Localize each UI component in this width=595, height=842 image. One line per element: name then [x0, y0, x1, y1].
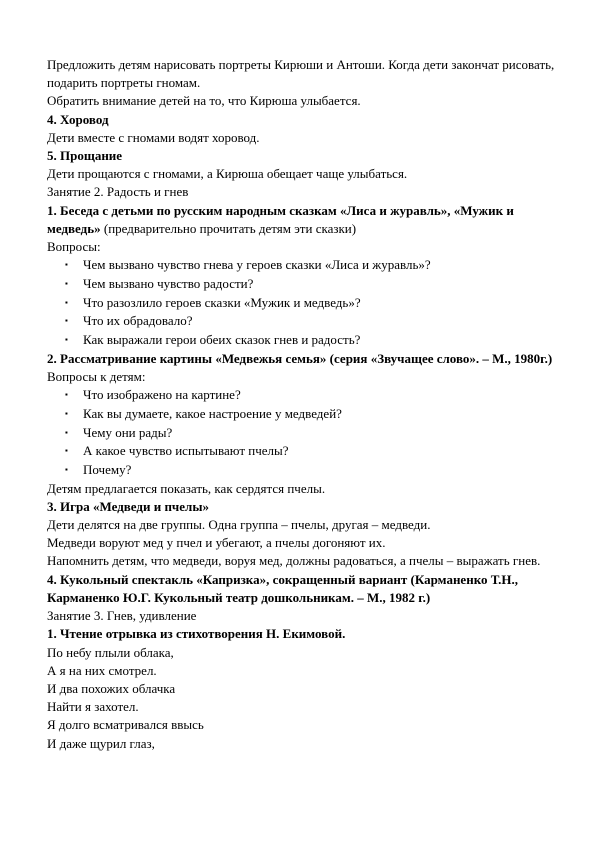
poem-line: И даже щурил глаз, — [47, 735, 155, 751]
list-item: ▪ Как вы думаете, какое настроение у медведей? — [65, 405, 555, 423]
list-item: ▪ Чем вызвано чувство гнева у героев сказки «Лиса и журавль»? — [65, 256, 555, 274]
paragraph-draw-portraits: Предложить детям нарисовать портреты Кирюши и Антоши. Когда дети закончат рисовать, подарить портреты гномам. — [47, 57, 555, 91]
list-item: ▪ Что разозлило героев сказки «Мужик и медведь»? — [65, 294, 555, 312]
heading-khorovod: 4. Хоровод — [47, 111, 109, 127]
list-item: ▪ Чем вызвано чувство радости? — [65, 275, 555, 293]
heading-bears-and-bees-game: 3. Игра «Медведи и пчелы» — [47, 498, 209, 514]
heading-picture-viewing: 2. Рассматривание картины «Медвежья семья» (серия «Звучащее слово». – М., 1980г.) — [47, 350, 553, 366]
heading-puppet-show: 4. Кукольный спектакль «Капризка», сокращенный вариант (Карманенко Т.Н., Карманенко Ю.Г. Кукольный театр дошкольникам. – М., 1982 г.) — [47, 571, 518, 605]
poem-line: Найти я захотел. — [47, 699, 139, 715]
questions-list-1 — [47, 256, 555, 349]
heading-conversation-note: (предварительно прочитать детям эти сказки) — [100, 220, 357, 236]
list-item: ▪ Что их обрадовало? — [65, 312, 555, 330]
heading-farewell: 5. Прощание — [47, 148, 123, 164]
bullet-icon: ▪ — [65, 408, 68, 418]
bullet-icon: ▪ — [65, 390, 68, 400]
questions-label: Вопросы: — [47, 239, 101, 255]
poem-line: Я долго всматривался ввысь — [47, 717, 204, 733]
heading-poem-reading: 1. Чтение отрывка из стихотворения Н. Екимовой. — [47, 626, 346, 642]
poem-line: И два похожих облачка — [47, 680, 176, 696]
list-item: ▪ Что изображено на картине? — [65, 386, 555, 404]
bullet-icon: ▪ — [65, 446, 68, 456]
paragraph-two-groups: Дети делятся на две группы. Одна группа – пчелы, другая – медведи. — [47, 517, 431, 533]
list-item: ▪ А какое чувство испытывают пчелы? — [65, 442, 555, 460]
bullet-icon: ▪ — [65, 278, 68, 288]
paragraph-kirusha-smiles: Обратить внимание детей на то, что Кирюша улыбается. — [47, 93, 361, 109]
bullet-icon: ▪ — [65, 464, 68, 474]
poem-line: По небу плыли облака, — [47, 644, 174, 660]
list-item: ▪ Чему они рады? — [65, 424, 555, 442]
heading-conversation-bold: 1. Беседа с детьми по русским народным сказкам «Лиса и журавль», «Мужик и медведь» — [47, 202, 514, 236]
questions-for-children-label: Вопросы к детям: — [47, 368, 146, 384]
bullet-icon: ▪ — [65, 297, 68, 307]
bullet-icon: ▪ — [65, 427, 68, 437]
lesson-3-title: Занятие 3. Гнев, удивление — [47, 608, 197, 624]
paragraph-khorovod: Дети вместе с гномами водят хоровод. — [47, 129, 260, 145]
poem-line: А я на них смотрел. — [47, 662, 157, 678]
bullet-icon: ▪ — [65, 260, 68, 270]
questions-list-2 — [47, 386, 555, 479]
bullet-icon: ▪ — [65, 335, 68, 345]
list-item: ▪ Как выражали герои обеих сказок гнев и радость? — [65, 331, 555, 349]
list-item: ▪ Почему? — [65, 461, 555, 479]
lesson-2-title: Занятие 2. Радость и гнев — [47, 184, 189, 200]
heading-conversation — [47, 202, 555, 238]
paragraph-farewell: Дети прощаются с гномами, а Кирюша обещает чаще улыбаться. — [47, 166, 408, 182]
paragraph-angry-bees: Детям предлагается показать, как сердятся пчелы. — [47, 480, 326, 496]
bullet-icon: ▪ — [65, 316, 68, 326]
paragraph-bears-steal-honey: Медведи воруют мед у пчел и убегают, а пчелы догоняют их. — [47, 535, 386, 551]
paragraph-remind-children: Напомнить детям, что медведи, воруя мед, должны радоваться, а пчелы – выражать гнев. — [47, 553, 541, 569]
